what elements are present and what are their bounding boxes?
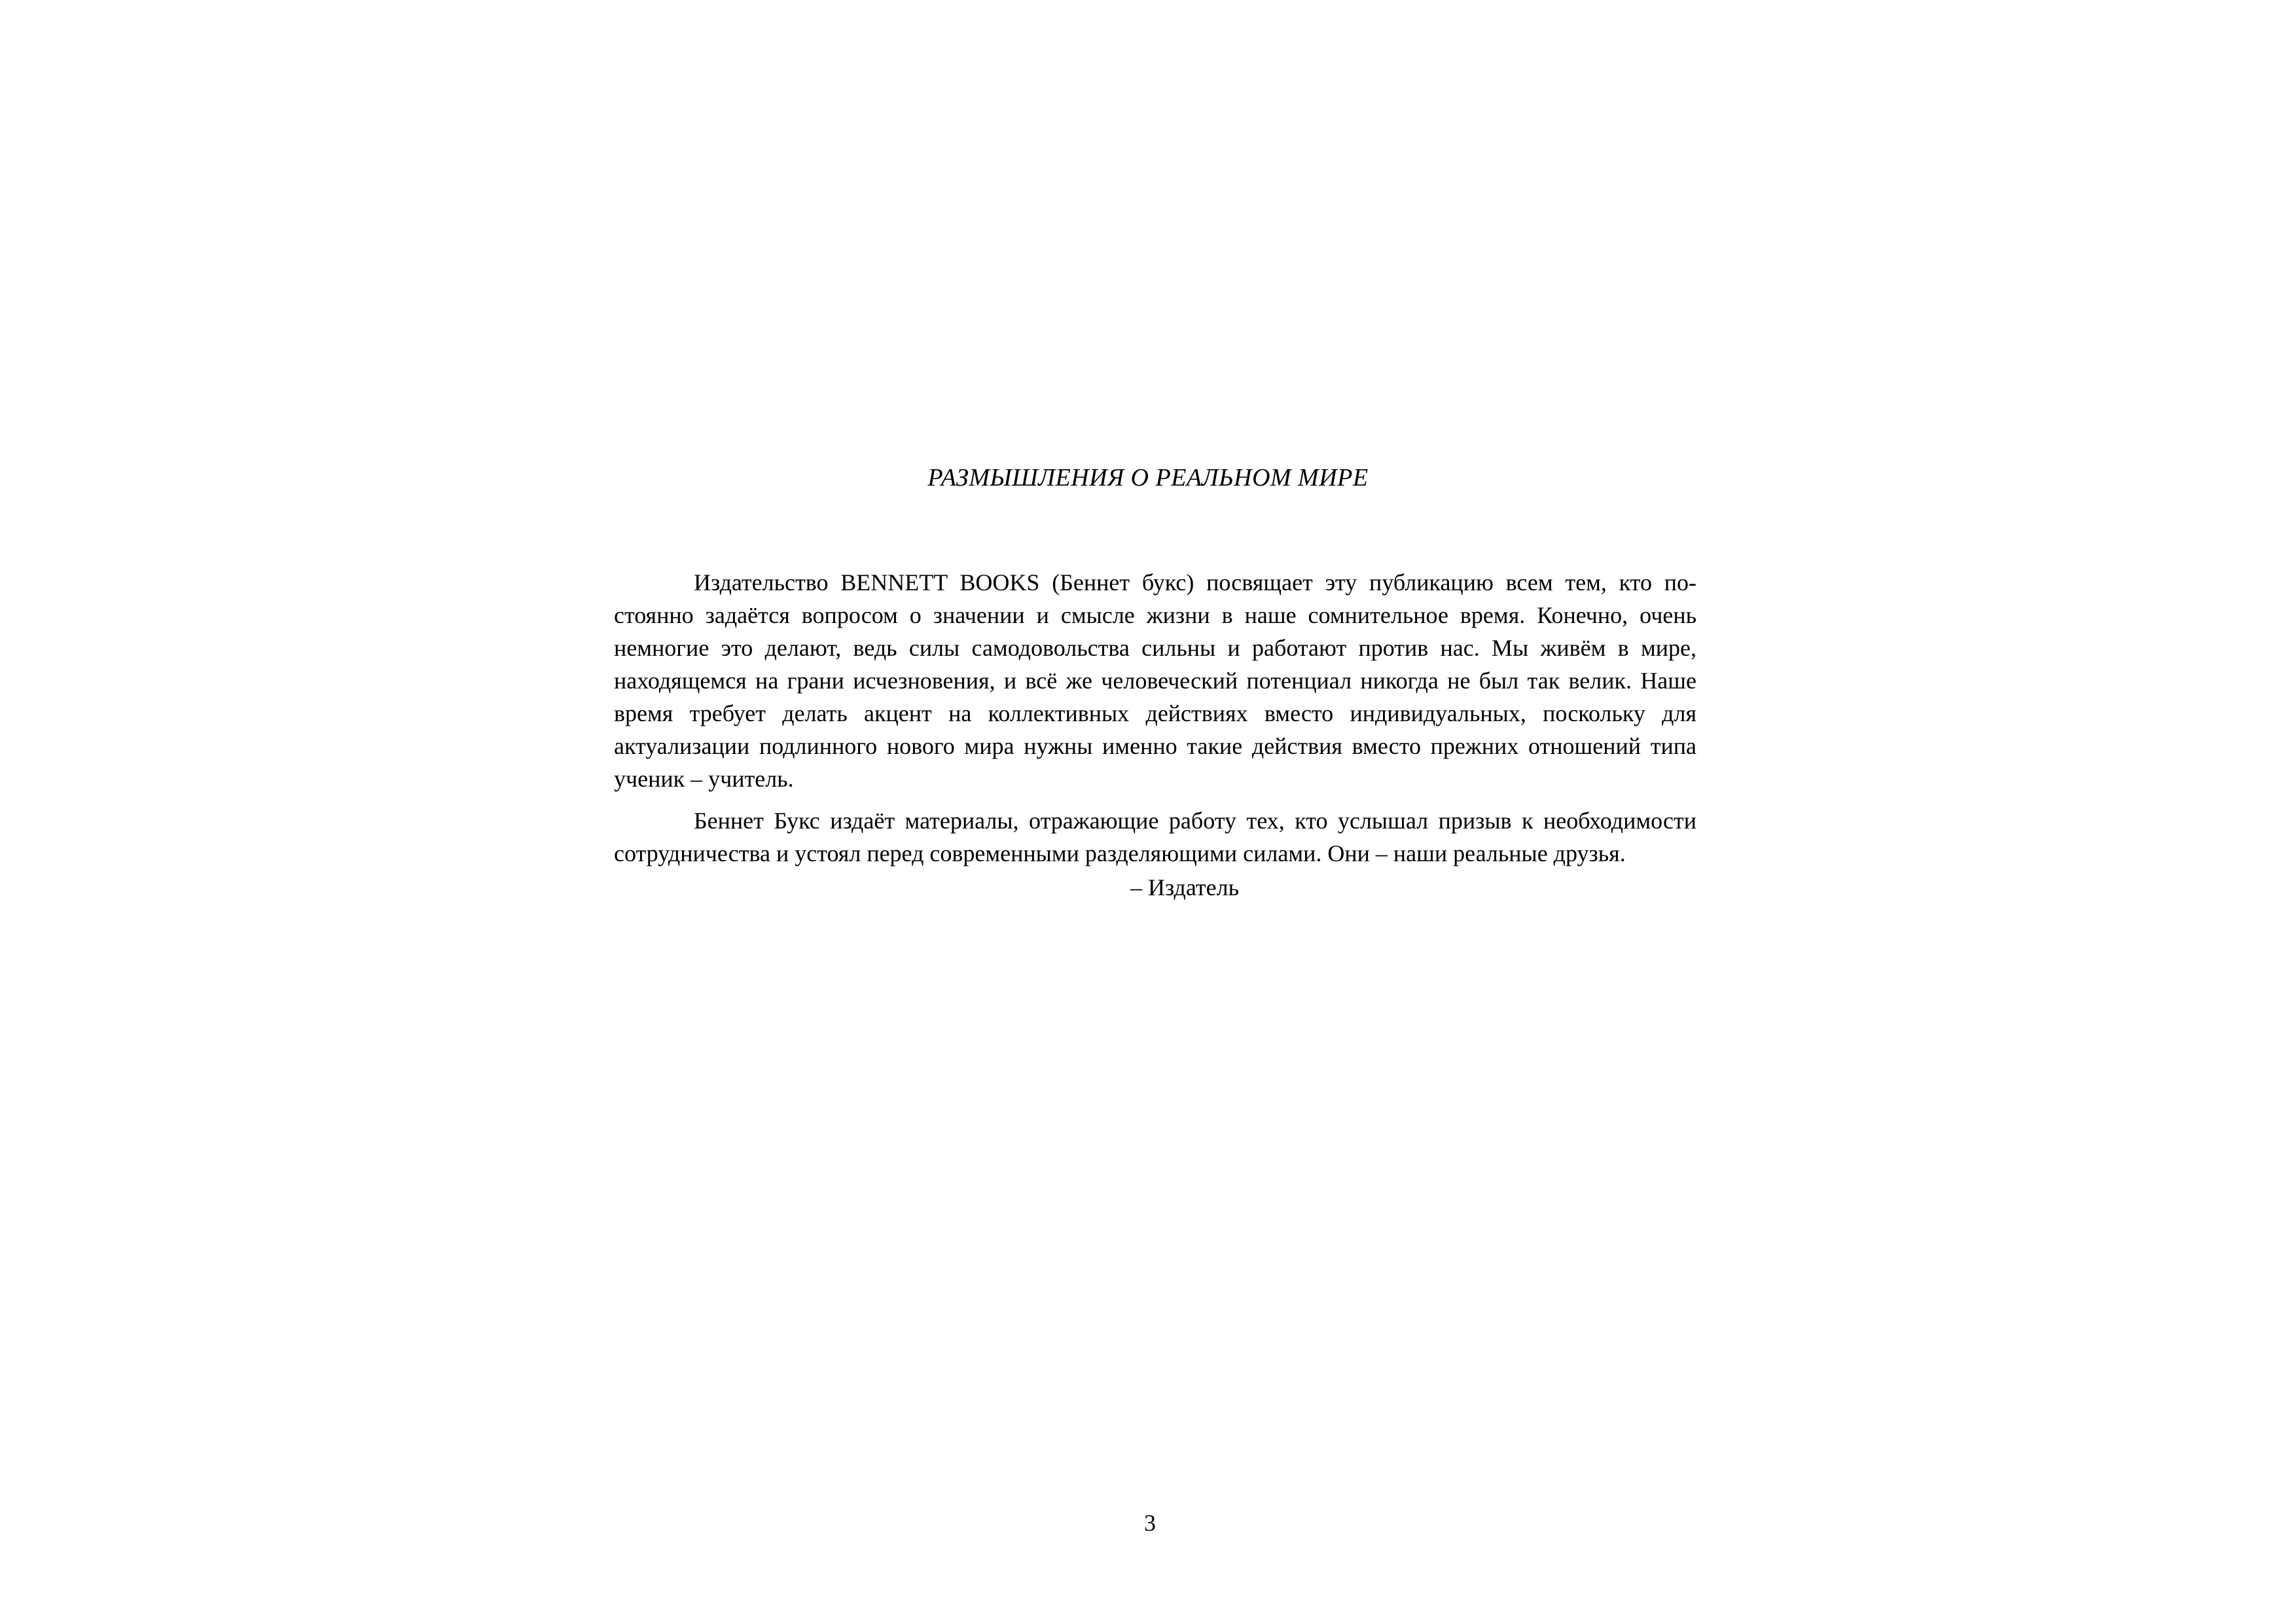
paragraph-dedication: Издательство BENNETT BOOKS (Беннет букс) посвящает эту публикацию всем тем, кто постоянно задаётся вопросом о значении и смысле жизни в наше сомнительное время. Конечно, очень немногие это делают, ведь силы самодовольства сильны и работают против нас. Мы живём в мире, находящемся на грани исчезновения, и всё же человеческий потенциал никогда не был так велик. Наше время требует делать акцент на коллективных действиях вместо индивидуальных, поскольку для актуализации подлинного нового мира нужны именно такие действия вместо прежних отношений типа ученик – учитель.: [614, 569, 1696, 792]
page-title: РАЗМЫШЛЕНИЯ О РЕАЛЬНОМ МИРЕ: [927, 464, 1369, 491]
page-number: 3: [1144, 1510, 1156, 1536]
paragraph-publisher-note: Беннет Букс издаёт материалы, отражающие работу тех, кто услышал призыв к необходимости сотрудничества и устоял перед современными разделяющими силами. Они – наши реальные друзья.: [614, 808, 1696, 866]
body-text: [614, 566, 1696, 879]
signature: – Издатель: [1130, 874, 1240, 901]
